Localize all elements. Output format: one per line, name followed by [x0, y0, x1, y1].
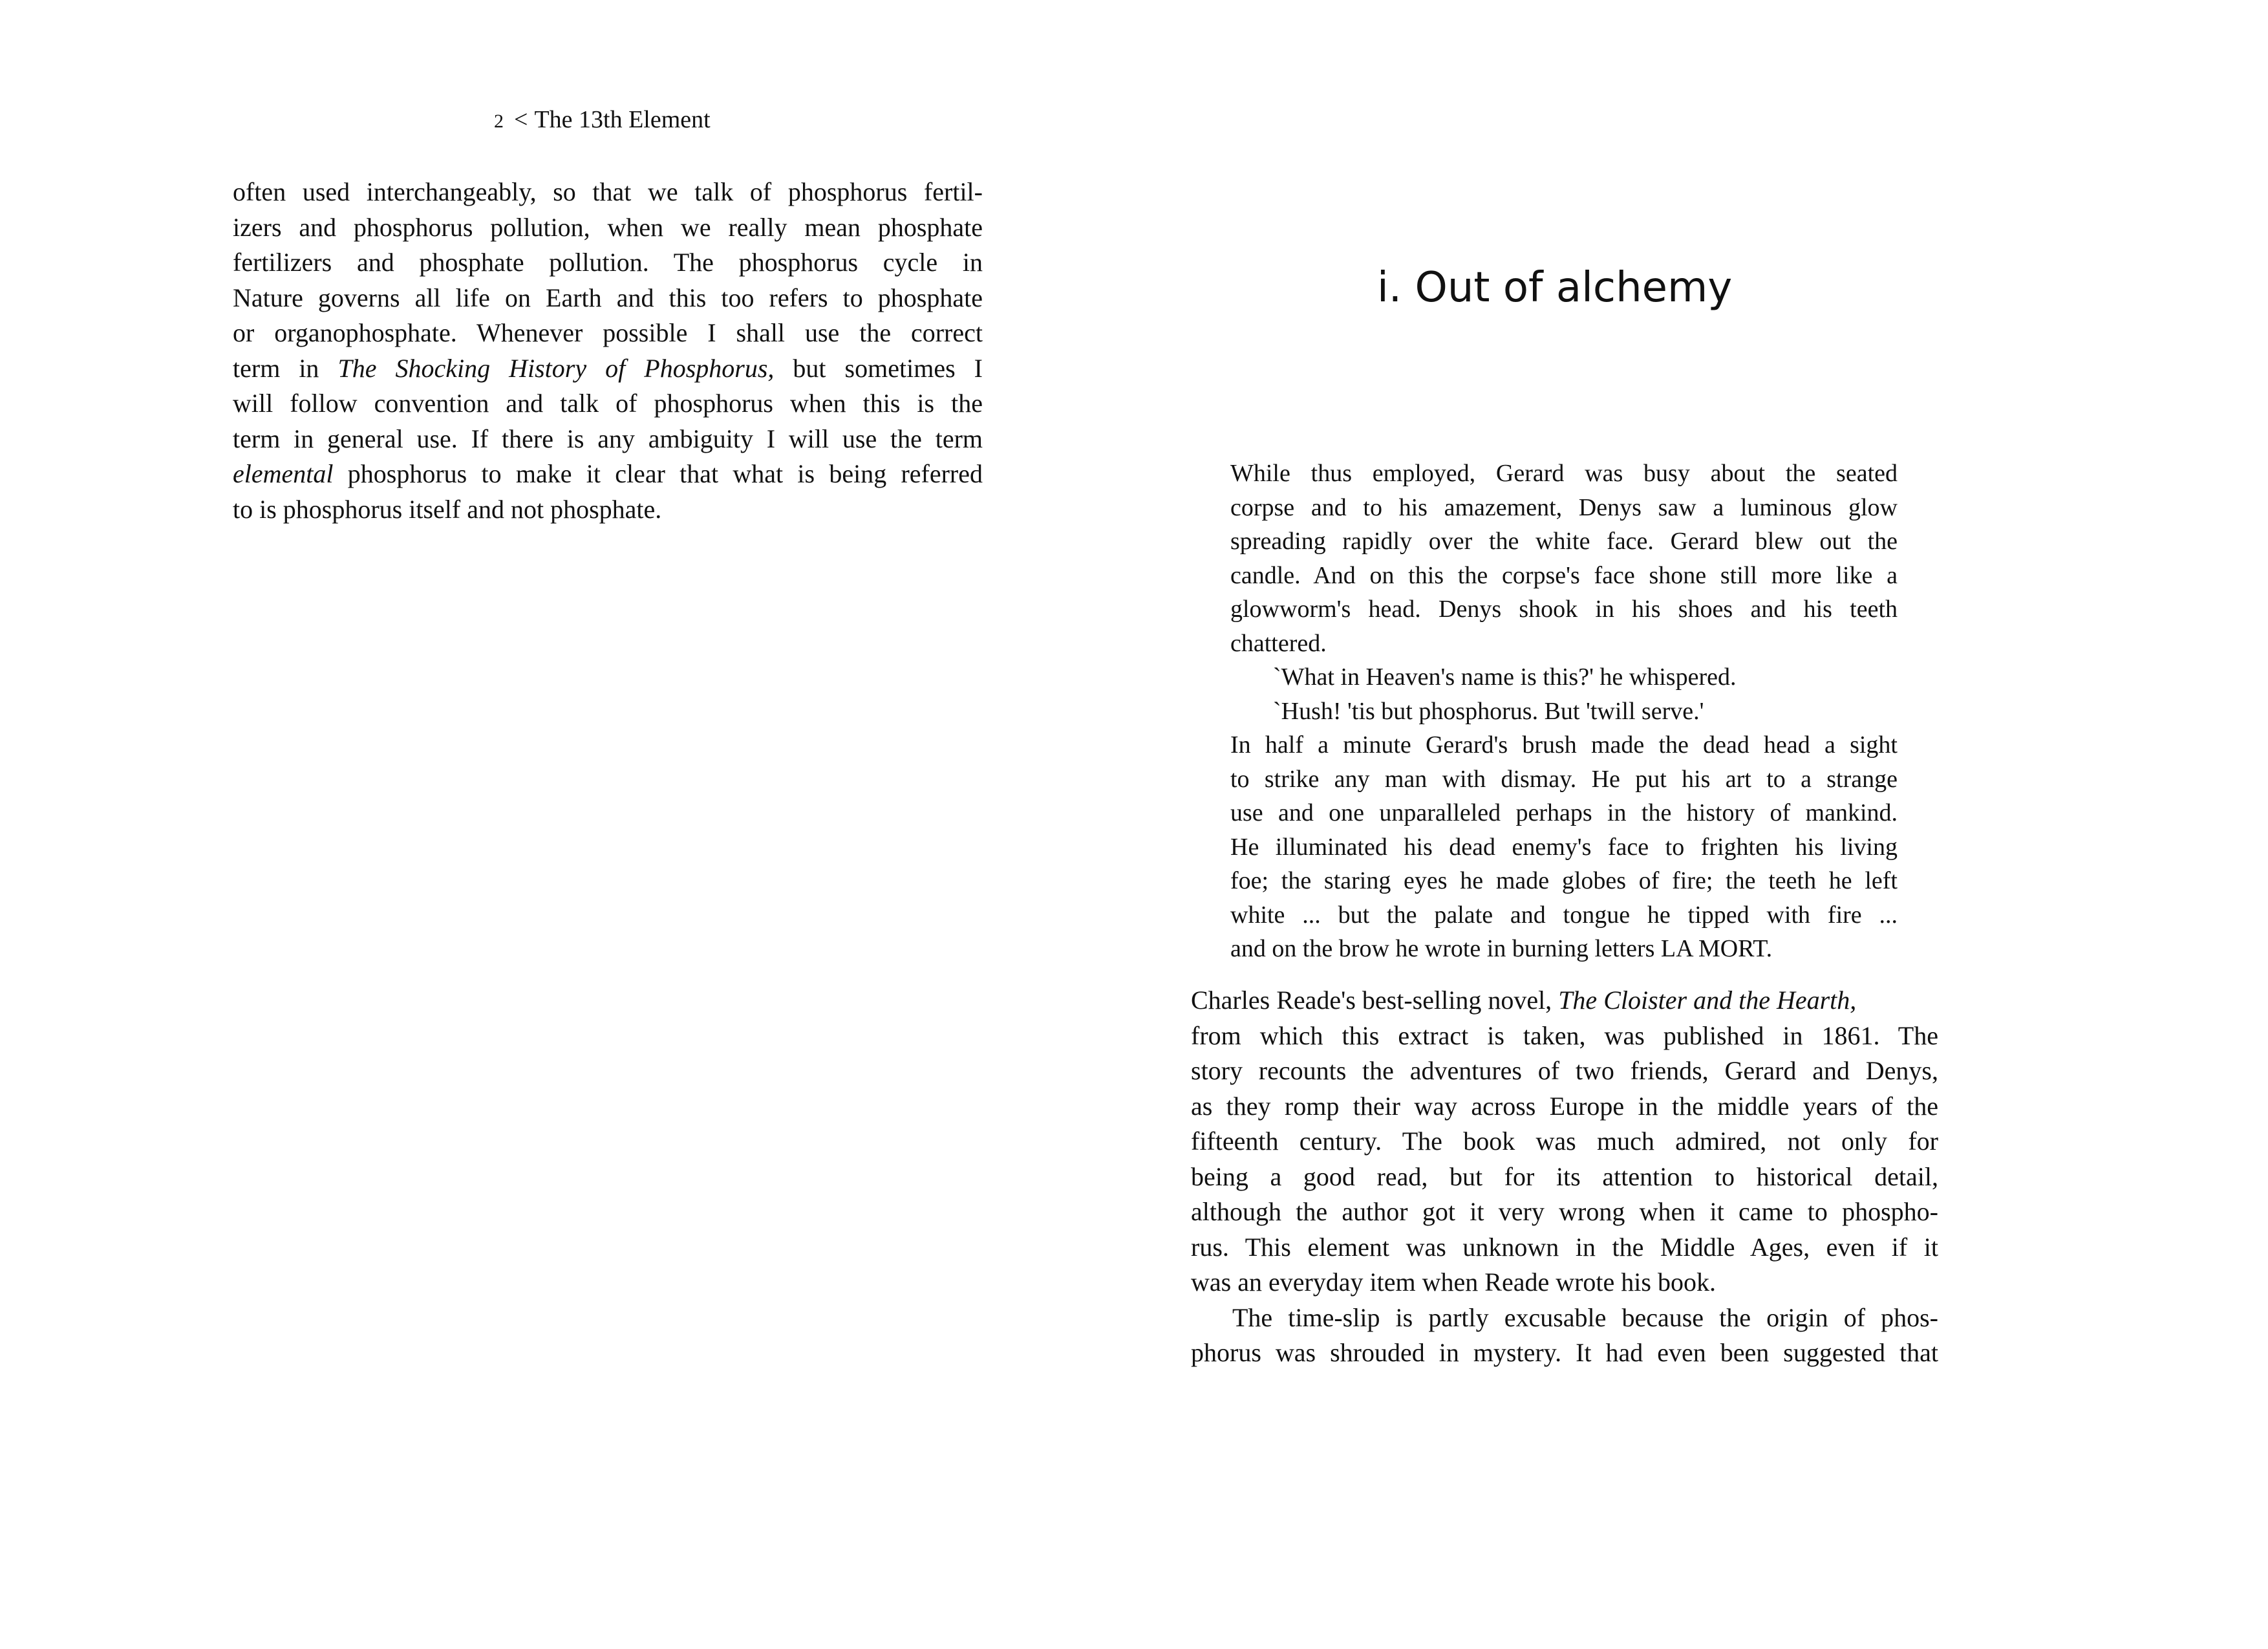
text-line: Nature governs all life on Earth and this too refers to phosphate	[233, 283, 983, 312]
text-line: from which this extract is taken, was published in 1861. The	[1191, 1020, 1938, 1050]
quote-line: candle. And on this the corpse's face shone still more like a	[1230, 561, 1898, 589]
text-line: often used interchangeably, so that we talk of phosphorus fertil-	[233, 177, 983, 206]
quote-line: While thus employed, Gerard was busy about the seated	[1230, 460, 1898, 487]
text-line: was an everyday item when Reade wrote his book.	[1191, 1267, 1716, 1297]
quote-line: use and one unparalleled perhaps in the history of mankind.	[1230, 799, 1898, 826]
text-line	[1191, 983, 1938, 1018]
quote-line: He illuminated his dead enemy's face to frighten his living	[1230, 833, 1898, 861]
running-header	[494, 103, 711, 138]
text-run: but sometimes I	[774, 353, 983, 383]
quote-line: `Hush! 'tis but phosphorus. But 'twill serve.'	[1273, 697, 1704, 725]
header-separator: <	[514, 106, 528, 133]
text-line	[233, 351, 983, 387]
quote-line: and on the brow he wrote in burning letters LA MORT.	[1230, 935, 1773, 962]
left-page-text	[233, 175, 983, 527]
chapter-title: i. Out of alchemy	[1377, 264, 1733, 312]
text-line: phorus was shrouded in mystery. It had even been suggested that	[1191, 1338, 1938, 1367]
quote-line: glowworm's head. Denys shook in his shoes and his teeth	[1230, 596, 1898, 623]
book-title-italic: The Cloister and the Hearth,	[1558, 986, 1857, 1015]
emphasis-italic: elemental	[233, 459, 334, 488]
text-line: as they romp their way across Europe in the middle years of the	[1191, 1091, 1938, 1121]
quote-line: foe; the staring eyes he made globes of fire; the teeth he left	[1230, 867, 1898, 894]
epigraph-quote	[1230, 457, 1898, 966]
text-line: story recounts the adventures of two friends, Gerard and Denys,	[1191, 1056, 1938, 1085]
text-line: izers and phosphorus pollution, when we really mean phosphate	[233, 212, 983, 242]
quote-line: to strike any man with dismay. He put his art to a strange	[1230, 765, 1898, 793]
text-line: being a good read, but for its attention to historical detail,	[1191, 1161, 1938, 1191]
text-line: to is phosphorus itself and not phosphate.	[233, 494, 662, 524]
text-run: term in	[233, 353, 338, 383]
text-line: The time-slip is partly excusable because the origin of phos-	[1232, 1302, 1938, 1332]
quote-line: spreading rapidly over the white face. Gerard blew out the	[1230, 528, 1898, 555]
book-title-italic: The Shocking History of Phosphorus,	[337, 353, 775, 383]
text-line: term in general use. If there is any ambiguity I will use the term	[233, 424, 983, 453]
quote-line: corpse and to his amazement, Denys saw a luminous glow	[1230, 493, 1898, 521]
text-run: phosphorus to make it clear that what is being referred	[333, 459, 983, 488]
text-line: fertilizers and phosphate pollution. The phosphorus cycle in	[233, 248, 983, 277]
text-line: rus. This element was unknown in the Middle Ages, even if it	[1191, 1232, 1938, 1262]
text-run: Charles Reade's best-selling novel,	[1191, 986, 1559, 1015]
text-line: fifteenth century. The book was much admired, not only for	[1191, 1126, 1938, 1156]
page-number: 2	[494, 111, 504, 132]
quote-line: chattered.	[1230, 629, 1327, 657]
chapter-body-text	[1191, 983, 1938, 1371]
book-title: The 13th Element	[534, 106, 711, 133]
text-line: although the author got it very wrong when it came to phospho-	[1191, 1197, 1938, 1226]
text-line	[233, 457, 983, 492]
quote-line: `What in Heaven's name is this?' he whispered.	[1273, 663, 1737, 691]
text-line: will follow convention and talk of phosphorus when this is the	[233, 389, 983, 418]
quote-line: white ... but the palate and tongue he tipped with fire ...	[1230, 901, 1898, 929]
quote-line: In half a minute Gerard's brush made the dead head a sight	[1230, 731, 1898, 759]
text-line: or organophosphate. Whenever possible I shall use the correct	[233, 318, 983, 347]
